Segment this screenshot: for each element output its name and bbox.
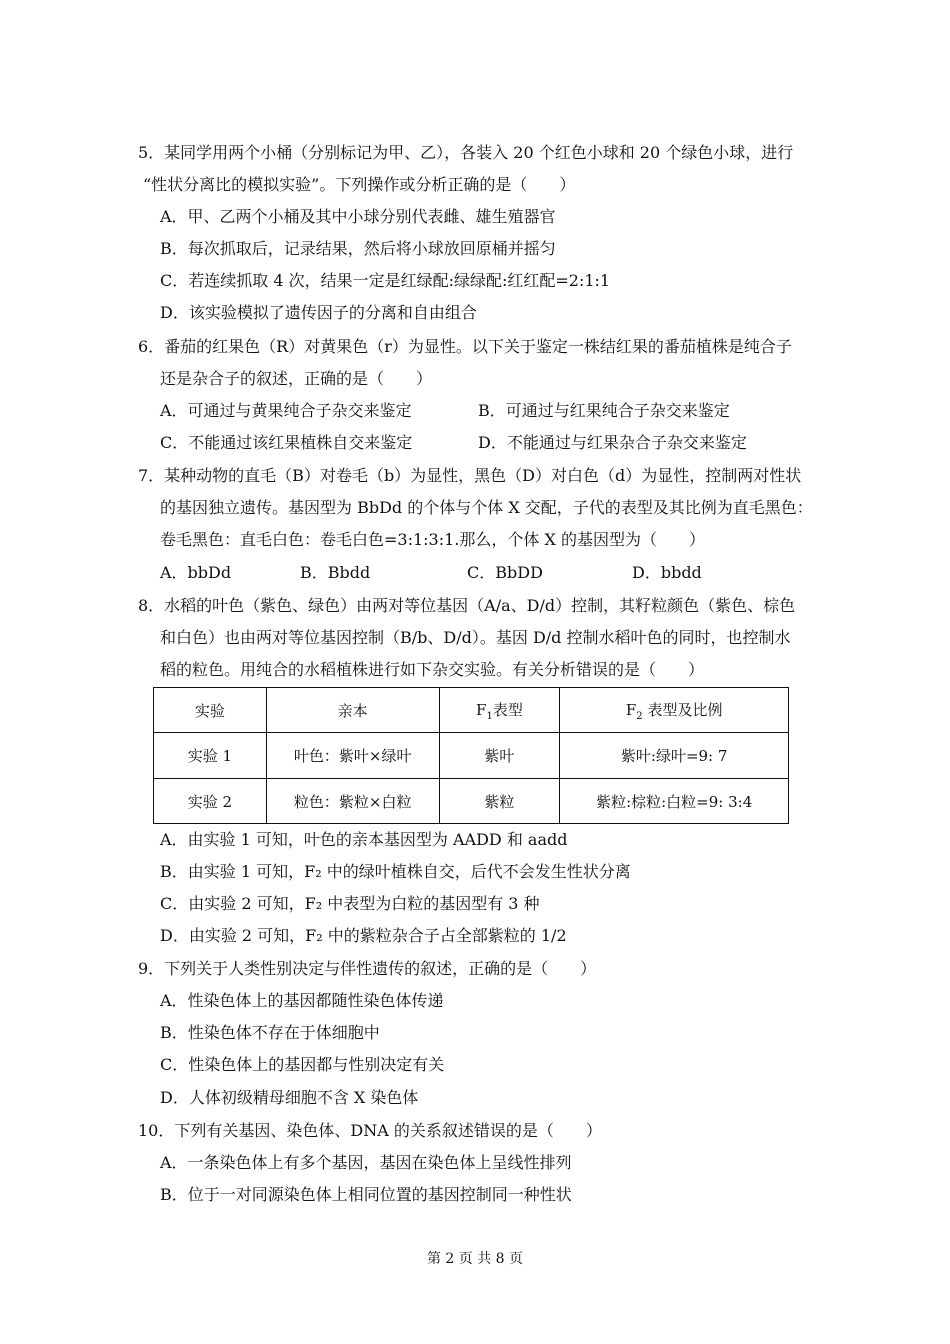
table-row: [154, 733, 789, 779]
q8-option-c: C．由实验 2 可知，F₂ 中表型为白粒的基因型有 3 种: [160, 894, 540, 913]
q6-option-a: A．可通过与黄果纯合子杂交来鉴定: [160, 401, 412, 420]
q8-stem-line1: 8．水稻的叶色（紫色、绿色）由两对等位基因（A/a、D/d）控制，其籽粒颜色（紫色、棕色: [138, 596, 796, 615]
q10-stem-line1: 10．下列有关基因、染色体、DNA 的关系叙述错误的是（ ）: [138, 1121, 602, 1140]
f2-label: 表型及比例: [647, 700, 723, 719]
row1-f1: 紫叶: [439, 733, 560, 779]
f1-label: 表型: [492, 700, 523, 719]
row2-parents: 粒色：紫粒×白粒: [266, 779, 439, 824]
f1-letter: F: [476, 700, 487, 719]
q8-option-b: B．由实验 1 可知，F₂ 中的绿叶植株自交，后代不会发生性状分离: [160, 862, 631, 881]
table-header-row: [154, 688, 789, 733]
q8-option-a: A．由实验 1 可知，叶色的亲本基因型为 AADD 和 aadd: [160, 830, 568, 849]
table-row: [154, 779, 789, 824]
row2-experiment: 实验 2: [154, 779, 267, 824]
q6-option-d: D．不能通过与红果杂合子杂交来鉴定: [478, 433, 747, 452]
q7-option-c: C．BbDD: [467, 563, 543, 582]
row1-f2: 紫叶:绿叶=9: 7: [560, 733, 789, 779]
row1-parents: 叶色：紫叶×绿叶: [266, 733, 439, 779]
q9-option-a: A．性染色体上的基因都随性染色体传递: [160, 991, 444, 1010]
f1-subscript: 1: [486, 710, 493, 722]
q10-option-b: B．位于一对同源染色体上相同位置的基因控制同一种性状: [160, 1185, 572, 1204]
f2-letter: F: [625, 700, 637, 719]
q7-stem-line1: 7．某种动物的直毛（B）对卷毛（b）为显性，黑色（D）对白色（d）为显性，控制两对性状: [138, 466, 802, 485]
q7-option-b: B．Bbdd: [300, 563, 371, 582]
q6-stem-line1: 6．番茄的红果色（R）对黄果色（r）为显性。以下关于鉴定一株结红果的番茄植株是纯合子: [138, 337, 792, 356]
experiment-table: [153, 687, 789, 824]
q5-option-d: D．该实验模拟了遗传因子的分离和自由组合: [160, 303, 477, 322]
header-f1-phenotype: [439, 688, 560, 733]
header-parents: 亲本: [266, 688, 439, 733]
q7-option-a: A．bbDd: [160, 563, 232, 582]
q6-option-c: C．不能通过该红果植株自交来鉴定: [160, 433, 413, 452]
row2-f1: 紫粒: [439, 779, 560, 824]
q8-option-d: D．由实验 2 可知，F₂ 中的紫粒杂合子占全部紫粒的 1/2: [160, 926, 567, 945]
q9-option-d: D．人体初级精母细胞不含 X 染色体: [160, 1088, 419, 1107]
header-experiment: 实验: [154, 688, 267, 733]
q6-stem-line2: 还是杂合子的叙述，正确的是（ ）: [160, 369, 433, 388]
q5-stem-line1: 5．某同学用两个小桶（分别标记为甲、乙），各装入 20 个红色小球和 20 个绿色小球，进行: [138, 143, 794, 162]
q7-stem-line3: 卷毛黑色：直毛白色：卷毛白色=3:1:3:1.那么，个体 X 的基因型为（ ）: [160, 530, 705, 549]
q10-option-a: A．一条染色体上有多个基因，基因在染色体上呈线性排列: [160, 1153, 572, 1172]
page-footer: 第 2 页 共 8 页: [426, 1251, 524, 1267]
q8-stem-line2: 和白色）也由两对等位基因控制（B/b、D/d）。基因 D/d 控制水稻叶色的同时，也控制水: [160, 628, 791, 647]
row2-f2: 紫粒:棕粒:白粒=9: 3:4: [560, 779, 789, 824]
q5-option-c: C．若连续抓取 4 次，结果一定是红绿配:绿绿配:红红配=2:1:1: [160, 271, 611, 290]
q5-option-a: A．甲、乙两个小桶及其中小球分别代表雌、雄生殖器官: [160, 207, 556, 226]
q5-stem-line2: “性状分离比的模拟实验”。下列操作或分析正确的是（ ）: [143, 175, 576, 194]
header-f2-phenotype-ratio: [560, 688, 789, 733]
q6-option-b: B．可通过与红果纯合子杂交来鉴定: [478, 401, 730, 420]
q9-option-b: B．性染色体不存在于体细胞中: [160, 1023, 380, 1042]
q8-stem-line3: 稻的粒色。用纯合的水稻植株进行如下杂交实验。有关分析错误的是（ ）: [160, 660, 705, 679]
q5-option-b: B．每次抓取后，记录结果，然后将小球放回原桶并摇匀: [160, 239, 556, 258]
q7-stem-line2: 的基因独立遗传。基因型为 BbDd 的个体与个体 X 交配，子代的表型及其比例为直毛黑色：: [160, 498, 813, 517]
q9-stem-line1: 9．下列关于人类性别决定与伴性遗传的叙述，正确的是（ ）: [138, 959, 597, 978]
q7-option-d: D．bbdd: [632, 563, 702, 582]
f2-subscript: 2: [636, 710, 643, 722]
row1-experiment: 实验 1: [154, 733, 267, 779]
q9-option-c: C．性染色体上的基因都与性别决定有关: [160, 1055, 445, 1074]
